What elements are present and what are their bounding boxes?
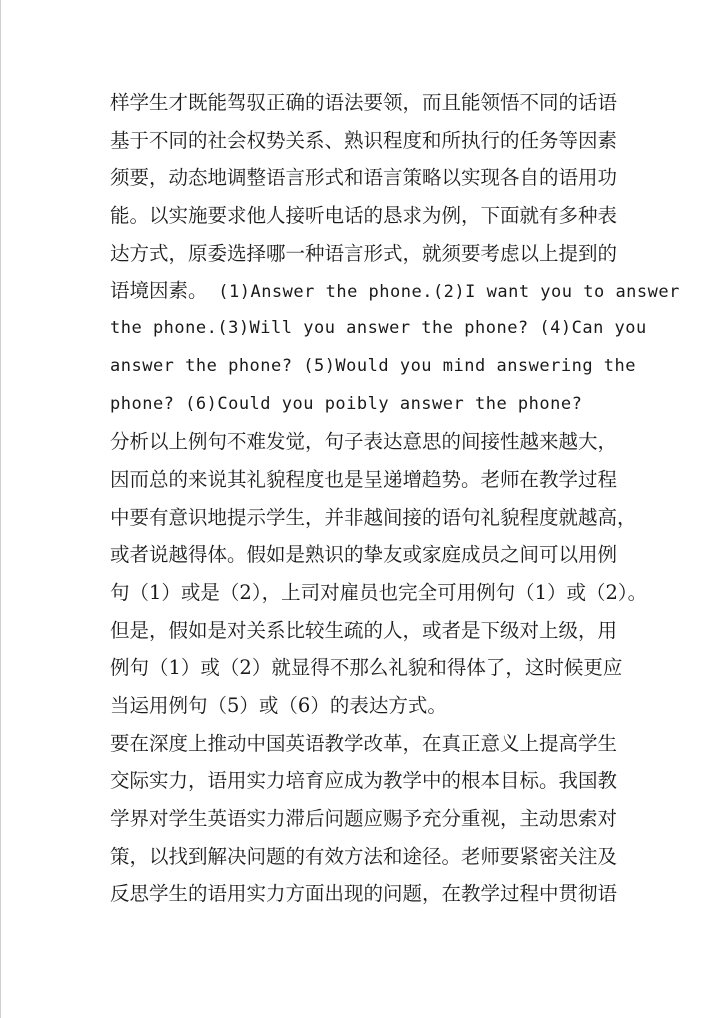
document-body	[110, 84, 680, 913]
text-line: 交际实力，语用实力培育应成为教学中的根本目标。我国教	[110, 769, 618, 793]
text-line: 句（1）或是（2），上司对雇员也完全可用例句（1）或（2）。	[110, 580, 648, 604]
text-line: 能。以实施要求他人接听电话的恳求为例，下面就有多种表	[110, 204, 618, 228]
text-line: 但是，假如是对关系比较生疏的人，或者是下级对上级，用	[110, 618, 618, 642]
text-line: 中要有意识地提示学生，并非越间接的语句礼貌程度就越高，	[110, 505, 637, 529]
text-line-latin: phone? (6)Could you poibly answer the phone?	[110, 393, 583, 414]
paragraph-1	[110, 84, 680, 423]
text-line: 当运用例句（5）或（6）的表达方式。	[110, 694, 447, 717]
text-line-latin: answer the phone? (5)Would you mind answering the	[110, 355, 637, 376]
text-line: 策，以找到解决问题的有效方法和途径。老师要紧密关注及	[110, 844, 618, 868]
text-line: 或者说越得体。假如是熟识的挚友或家庭成员之间可以用例	[110, 543, 618, 567]
text-line: 基于不同的社会权势关系、熟识程度和所执行的任务等因素	[110, 128, 618, 152]
text-line: 学界对学生英语实力滞后问题应赐予充分重视，主动思索对	[110, 807, 618, 831]
text-line: 反思学生的语用实力方面出现的问题，在教学过程中贯彻语	[110, 882, 618, 906]
text-line-mixed	[110, 272, 680, 310]
paragraph-2	[110, 423, 648, 725]
text-line: 要在深度上推动中国英语教学改革，在真正意义上提高学生	[110, 731, 618, 755]
paragraph-3	[110, 725, 618, 913]
text-line: 达方式，原委选择哪一种语言形式，就须要考虑以上提到的	[110, 241, 618, 265]
text-segment-cjk: 语境因素。	[110, 279, 208, 303]
text-line: 须要，动态地调整语言形式和语言策略以实现各自的语用功	[110, 166, 618, 190]
text-line-latin: the phone.(3)Will you answer the phone? (4)Can you	[110, 318, 647, 339]
text-line: 例句（1）或（2）就显得不那么礼貌和得体了，这时候更应	[110, 656, 623, 680]
text-segment-latin: (1)Answer the phone.(2)I want you to answer	[207, 282, 680, 303]
text-line: 样学生才既能驾驭正确的语法要领，而且能领悟不同的话语	[110, 91, 618, 114]
page-left-edge	[0, 0, 1, 1018]
text-line: 分析以上例句不难发觉，句子表达意思的间接性越来越大，	[110, 430, 618, 454]
text-line: 因而总的来说其礼貌程度也是呈递增趋势。老师在教学过程	[110, 467, 618, 491]
